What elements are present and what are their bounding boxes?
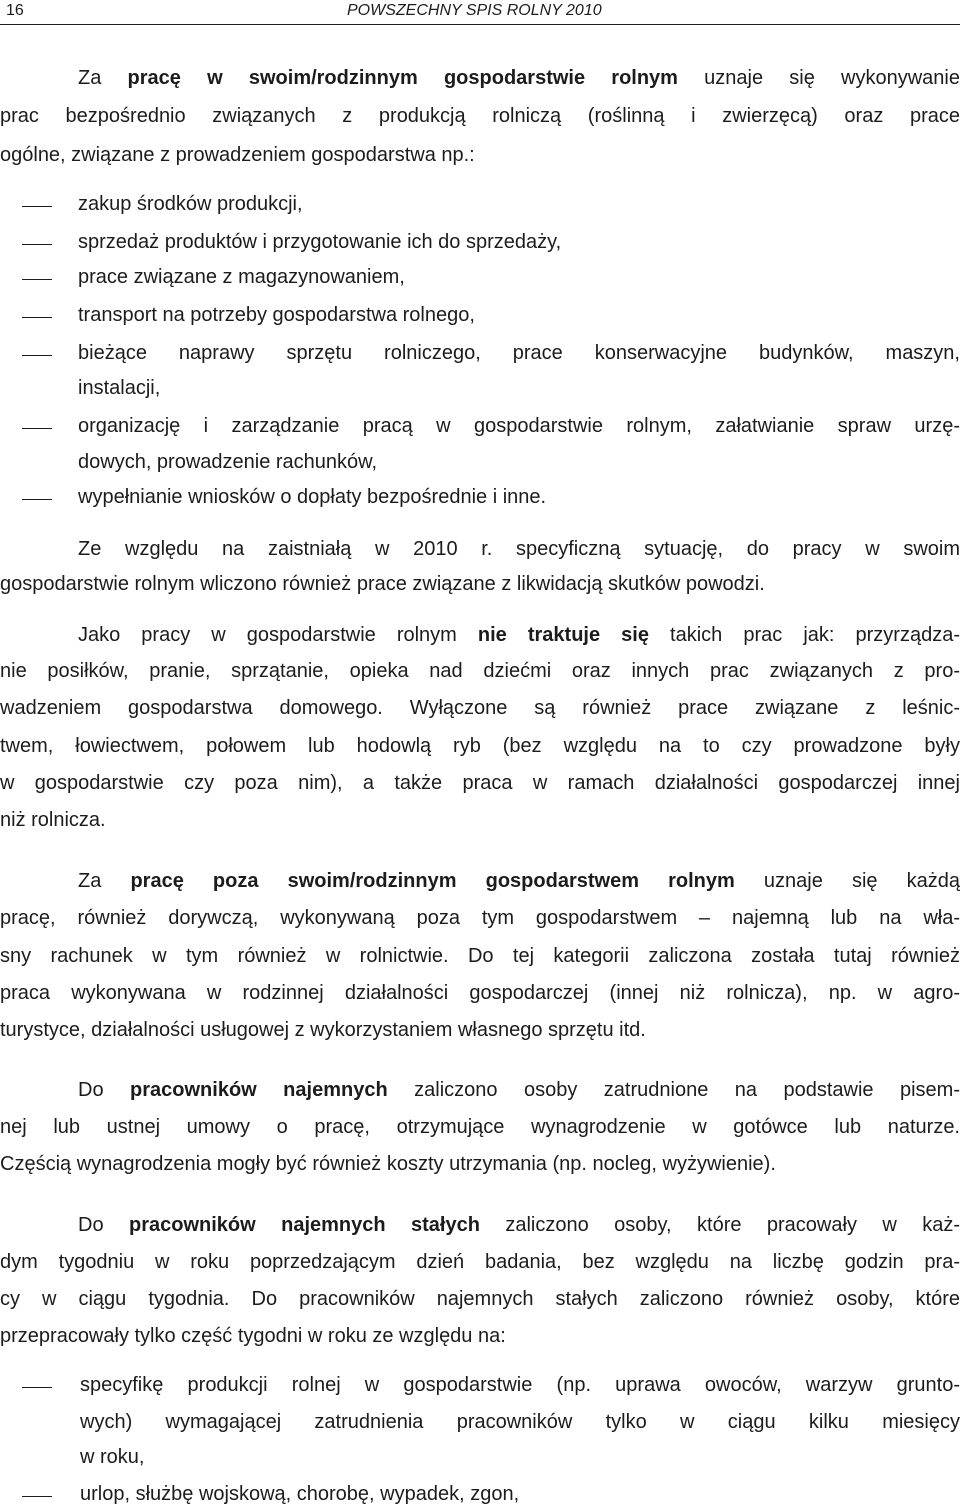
paragraph-5-line-3: Częścią wynagrodzenia mogły być również koszty utrzymania (np. nocleg, wyżywienie). [0, 1153, 776, 1175]
paragraph-1-line-2: prac bezpośrednio związanych z produkcją rolniczą (roślinną i zwierzęcą) oraz prace [0, 105, 960, 127]
paragraph-3-line-6: niż rolnicza. [0, 809, 106, 831]
list-item: bieżące naprawy sprzętu rolniczego, prace konserwacyjne budynków, maszyn, [0, 341, 960, 365]
dash-bullet [22, 428, 52, 429]
paragraph-3-line-1: Jako pracy w gospodarstwie rolnym nie traktuje się takich prac jak: przyrządza- [78, 624, 960, 646]
paragraph-6-line-3: cy w ciągu tygodnia. Do pracowników najemnych stałych zaliczono również osoby, które [0, 1288, 960, 1310]
paragraph-2-line-1: Ze względu na zaistniałą w 2010 r. specyficzną sytuację, do pracy w swoim [78, 538, 960, 560]
paragraph-4-line-3: sny rachunek w tym również w rolnictwie. Do tej kategorii zaliczona została tutaj również [0, 945, 960, 967]
paragraph-1-line-1: Za pracę w swoim/rodzinnym gospodarstwie rolnym uznaje się wykonywanie [78, 67, 960, 89]
list-item-continuation: instalacji, [78, 377, 161, 399]
paragraph-4-line-5: turystyce, działalności usługowej z wykorzystaniem własnego sprzętu itd. [0, 1019, 646, 1041]
list-item: transport na potrzeby gospodarstwa rolnego, [0, 303, 960, 327]
page-number: 16 [6, 2, 24, 19]
list-item: zakup środków produkcji, [0, 192, 960, 216]
dash-bullet [22, 206, 52, 207]
list-item: specyfikę produkcji rolnej w gospodarstwie (np. uprawa owoców, warzyw grunto- [0, 1373, 960, 1397]
paragraph-5-line-1: Do pracowników najemnych zaliczono osoby zatrudnione na podstawie pisem- [78, 1079, 960, 1101]
paragraph-4-line-1: Za pracę poza swoim/rodzinnym gospodarstwem rolnym uznaje się każdą [78, 870, 960, 892]
dash-bullet [22, 1387, 52, 1388]
list-item-continuation: wych) wymagającej zatrudnienia pracowników tylko w ciągu kilku miesięcy [80, 1411, 960, 1433]
list-item: organizację i zarządzanie pracą w gospodarstwie rolnym, załatwianie spraw urzę- [0, 414, 960, 438]
list-item: urlop, służbę wojskową, chorobę, wypadek, zgon, [0, 1482, 960, 1506]
dash-bullet [22, 1496, 52, 1497]
paragraph-3-line-2: nie posiłków, pranie, sprzątanie, opieka nad dziećmi oraz innych prac związanych z pro- [0, 660, 960, 682]
running-title: POWSZECHNY SPIS ROLNY 2010 [347, 2, 602, 19]
list-item-continuation: dowych, prowadzenie rachunków, [78, 451, 378, 473]
dash-bullet [22, 317, 52, 318]
list-item-continuation: w roku, [80, 1446, 145, 1468]
paragraph-6-line-2: dym tygodniu w roku poprzedzającym dzień badania, bez względu na liczbę godzin pra- [0, 1251, 960, 1273]
list-item: wypełnianie wniosków o dopłaty bezpośrednie i inne. [0, 485, 960, 509]
list-item: sprzedaż produktów i przygotowanie ich do sprzedaży, [0, 230, 960, 254]
paragraph-6-line-1: Do pracowników najemnych stałych zaliczono osoby, które pracowały w każ- [78, 1214, 960, 1236]
paragraph-2-line-2: gospodarstwie rolnym wliczono również prace związane z likwidacją skutków powodzi. [0, 573, 765, 595]
paragraph-4-line-2: pracę, również dorywczą, wykonywaną poza tym gospodarstwem – najemną lub na wła- [0, 907, 960, 929]
paragraph-3-line-3: wadzeniem gospodarstwa domowego. Wyłączone są również prace związane z leśnic- [0, 697, 960, 719]
page-header [0, 0, 960, 22]
paragraph-5-line-2: nej lub ustnej umowy o pracę, otrzymujące wynagrodzenie w gotówce lub naturze. [0, 1116, 960, 1138]
paragraph-1-line-3: ogólne, związane z prowadzeniem gospodarstwa np.: [0, 144, 475, 166]
dash-bullet [22, 499, 52, 500]
header-rule [0, 24, 960, 25]
paragraph-3-line-5: w gospodarstwie czy poza nim), a także praca w ramach działalności gospodarczej innej [0, 772, 960, 794]
list-item: prace związane z magazynowaniem, [0, 265, 960, 289]
dash-bullet [22, 279, 52, 280]
dash-bullet [22, 244, 52, 245]
paragraph-6-line-4: przepracowały tylko część tygodni w roku ze względu na: [0, 1325, 506, 1347]
dash-bullet [22, 355, 52, 356]
paragraph-4-line-4: praca wykonywana w rodzinnej działalności gospodarczej (innej niż rolnicza), np. w agro- [0, 982, 960, 1004]
paragraph-3-line-4: twem, łowiectwem, połowem lub hodowlą ryb (bez względu na to czy prowadzone były [0, 735, 960, 757]
